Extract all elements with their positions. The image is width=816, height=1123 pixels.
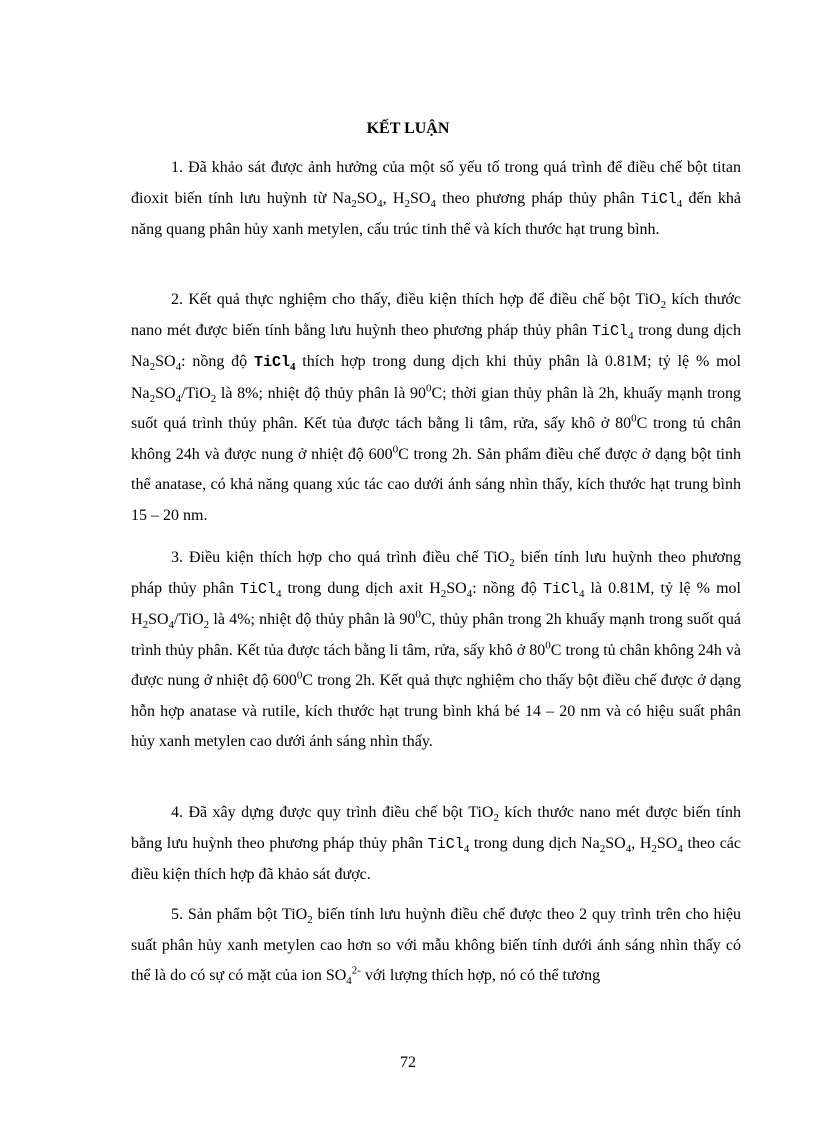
conclusion-paragraph-5: 5. Sản phẩm bột TiO$_2$ biến tính lưu huỳnh điều chế được theo 2 quy trình trên cho hiệu suất phân hủy xanh metylen cao hơn so với mẫu không biến tính dưới ánh sáng nhìn thấy có thể là do có sự có mặt của ion $SO_4^{2-}$ với lượng thích hợp, nó có thể tương: [131, 906, 742, 988]
page-number: 72: [400, 1054, 416, 1071]
conclusion-paragraph-3: 3. Điều kiện thích hợp cho quá trình điều chế TiO$_2$ biến tính lưu huỳnh theo phương pháp thủy phân TiCl$_4$ trong dung dịch axit $H_2SO_4$: nồng độ TiCl$_4$ là 0.81M, tỷ lệ % mol $H_2SO_4/TiO_2$ là 4%; nhiệt độ thủy phân là $90^0C$, thủy phân trong 2h khuấy mạnh trong suốt quá trình thủy phân. Kết tủa được tách bằng li tâm, rửa, sấy khô ở $80^0C$ trong tủ chân không 24h và được nung ở nhiệt độ $600^0C$ trong 2h. Kết quả thực nghiệm cho thấy bột điều chế được ở dạng hỗn hợp anatase và rutile, kích thước hạt trung bình khá bé 14 – 20 nm và có hiệu suất phân hủy xanh metylen cao dưới ánh sáng nhìn thấy.: [131, 549, 742, 750]
conclusion-paragraph-4: 4. Đã xây dựng được quy trình điều chế bột TiO$_2$ kích thước nano mét được biến tính bằng lưu huỳnh theo phương pháp thủy phân TiCl$_4$ trong dung dịch $Na_2SO_4$, $H_2SO_4$ theo các điều kiện thích hợp đã khảo sát được.: [131, 804, 742, 883]
conclusion-paragraph-2: 2. Kết quả thực nghiệm cho thấy, điều kiện thích hợp để điều chế bột TiO$_2$ kích thước nano mét được biến tính bằng lưu huỳnh theo phương pháp thủy phân TiCl$_4$ trong dung dịch $Na_2SO_4$: nồng độ TiCl$_4$ thích hợp trong dung dịch khi thủy phân là 0.81M; tỷ lệ % mol $Na_2SO_4/TiO_2$ là 8%; nhiệt độ thủy phân là $90^0C$; thời gian thủy phân là 2h, khuấy mạnh trong suốt quá trình thủy phân. Kết tủa được tách bằng li tâm, rửa, sấy khô ở $80^0C$ trong tủ chân không 24h và được nung ở nhiệt độ $600^0C$ trong 2h. Sản phẩm điều chế được ở dạng bột tinh thể anatase, có khả năng quang xúc tác cao dưới ánh sáng nhìn thấy, kích thước hạt trung bình 15 – 20 nm.: [131, 291, 742, 524]
conclusion-paragraph-1: 1. Đã khảo sát được ảnh hưởng của một số yếu tố trong quá trình để điều chế bột titan đioxit biến tính lưu huỳnh từ $Na_2SO_4$, $H_2SO_4$ theo phương pháp thủy phân TiCl$_4$ đến khả năng quang phân hủy xanh metylen, cấu trúc tinh thể và kích thước hạt trung bình.: [131, 159, 742, 238]
page-title: KẾT LUẬN: [366, 120, 450, 137]
